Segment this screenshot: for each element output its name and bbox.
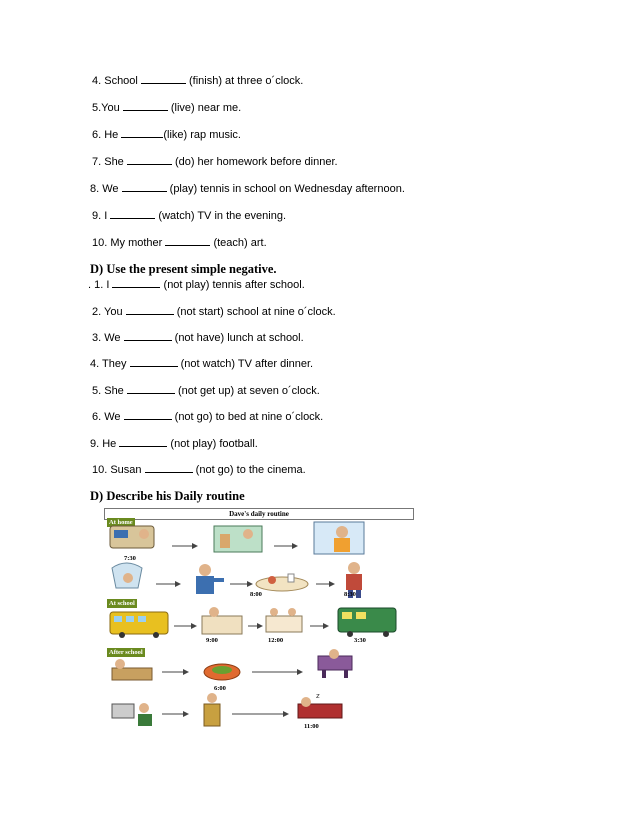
- time-label: 6:00: [214, 685, 226, 692]
- exercise-item: [88, 278, 305, 292]
- exercise-item: [90, 437, 258, 451]
- section-label-school: At school: [109, 600, 135, 607]
- exercise-item: [92, 331, 304, 345]
- exercise-item: [92, 101, 241, 115]
- item-subject: 5.You: [92, 102, 120, 114]
- item-prompt: (not watch) TV after dinner.: [180, 358, 314, 370]
- exercise-item: [90, 182, 405, 196]
- answer-blank[interactable]: [112, 278, 160, 288]
- answer-blank[interactable]: [124, 410, 172, 420]
- item-prompt: (live) near me.: [170, 102, 242, 114]
- item-subject: 10. My mother: [92, 237, 163, 249]
- pajamas-picture: [204, 693, 220, 726]
- item-prompt: (not have) lunch at school.: [174, 332, 304, 344]
- exercise-item: [92, 209, 286, 223]
- item-subject: . 1. I: [88, 279, 110, 291]
- item-prompt: (not go) to bed at nine o´clock.: [174, 411, 324, 423]
- item-subject: 4. They: [90, 358, 127, 370]
- item-subject: 9. I: [92, 210, 108, 222]
- time-label: 9:00: [206, 637, 218, 644]
- item-subject: 2. You: [92, 306, 123, 318]
- bus-home-picture: [338, 608, 396, 637]
- item-prompt: (play) tennis in school on Wednesday afternoon.: [169, 183, 405, 195]
- answer-blank[interactable]: [124, 331, 172, 341]
- exercise-item: [90, 357, 313, 371]
- answer-blank[interactable]: [141, 74, 186, 84]
- item-prompt: (watch) TV in the evening.: [158, 210, 287, 222]
- item-prompt: (not play) football.: [170, 438, 258, 450]
- wake-up-picture: [110, 526, 154, 548]
- answer-blank[interactable]: [127, 384, 175, 394]
- item-prompt: (like) rap music.: [163, 129, 241, 141]
- time-label: 12:00: [268, 637, 284, 644]
- answer-blank[interactable]: [165, 236, 210, 246]
- exercise-item: [92, 463, 306, 477]
- time-label: 8:30: [344, 591, 356, 598]
- answer-blank[interactable]: [110, 209, 155, 219]
- time-label: 7:30: [124, 555, 136, 562]
- exercise-item: [92, 74, 303, 88]
- answer-blank[interactable]: [145, 463, 193, 473]
- dinner-picture: [204, 664, 240, 680]
- answer-blank[interactable]: [121, 128, 163, 138]
- answer-blank[interactable]: [119, 437, 167, 447]
- school-bus-picture: [110, 612, 168, 638]
- breakfast-picture: [256, 574, 308, 591]
- item-subject: 9. He: [90, 438, 117, 450]
- answer-blank[interactable]: [127, 155, 172, 165]
- exercise-item: [92, 410, 323, 424]
- item-prompt: (do) her homework before dinner.: [174, 156, 338, 168]
- item-subject: 6. We: [92, 411, 121, 423]
- item-subject: 3. We: [92, 332, 121, 344]
- item-prompt: (finish) at three o´clock.: [189, 75, 304, 87]
- section-label-home: At home: [109, 519, 133, 526]
- shower-picture: [112, 563, 142, 588]
- section-heading: D) Describe his Daily routine: [90, 489, 245, 503]
- sleeping-picture: [298, 692, 342, 718]
- dressing-picture: [196, 564, 224, 594]
- classroom-picture: [202, 607, 242, 634]
- answer-blank[interactable]: [122, 182, 167, 192]
- item-prompt: (not start) school at nine o´clock.: [176, 306, 336, 318]
- time-label: 11:00: [304, 723, 319, 730]
- time-label: 8:00: [250, 591, 262, 598]
- item-subject: 6. He: [92, 129, 119, 141]
- item-prompt: (not get up) at seven o´clock.: [177, 385, 320, 397]
- item-prompt: (not play) tennis after school.: [163, 279, 305, 291]
- exercise-item: [92, 155, 338, 169]
- item-subject: 10. Susan: [92, 464, 142, 476]
- svg-text:z: z: [316, 692, 320, 700]
- routine-picture-title: Dave's daily routine: [104, 508, 414, 520]
- exercise-item: [92, 384, 320, 398]
- computer-picture: [112, 703, 152, 726]
- item-prompt: (teach) art.: [213, 237, 267, 249]
- resting-picture: [112, 659, 152, 680]
- section-heading: D) Use the present simple negative.: [90, 262, 277, 276]
- item-prompt: (not go) to the cinema.: [195, 464, 306, 476]
- item-subject: 8. We: [90, 183, 119, 195]
- exercise-item: [92, 305, 336, 319]
- item-subject: 4. School: [92, 75, 138, 87]
- getting-dressed-picture: [314, 522, 364, 554]
- answer-blank[interactable]: [126, 305, 174, 315]
- exercise-item: [92, 236, 267, 250]
- lunch-picture: [266, 608, 302, 632]
- item-subject: 7. She: [92, 156, 124, 168]
- daily-routine-illustration: [102, 504, 414, 732]
- bathroom-picture: [214, 526, 262, 552]
- answer-blank[interactable]: [130, 357, 178, 367]
- answer-blank[interactable]: [123, 101, 168, 111]
- exercise-item: [92, 128, 241, 142]
- time-label: 3:30: [354, 637, 366, 644]
- homework-picture: [318, 649, 352, 678]
- section-label-after-school: After school: [109, 649, 143, 656]
- item-subject: 5. She: [92, 385, 124, 397]
